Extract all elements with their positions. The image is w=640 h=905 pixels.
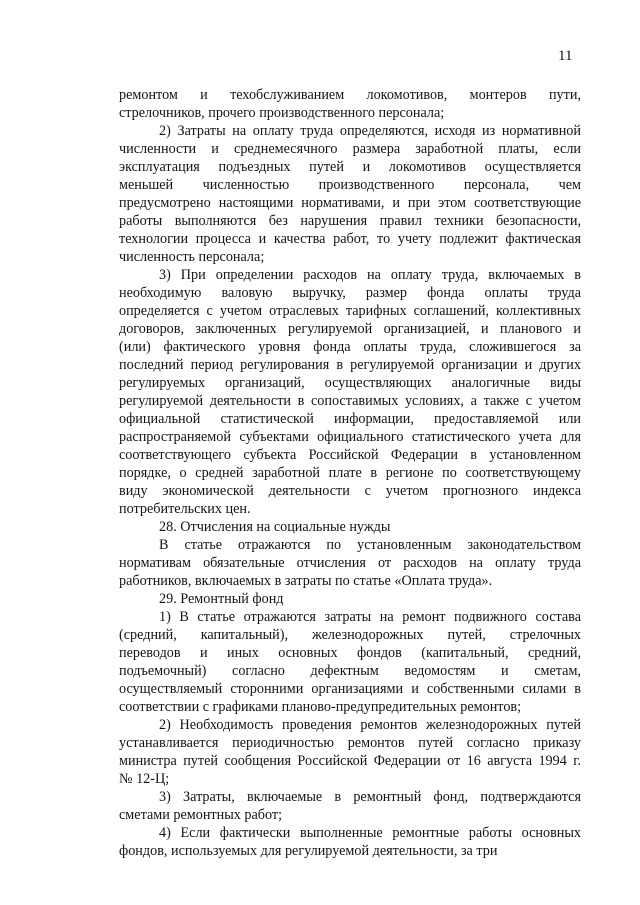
text-line: официальной статистической информации, предоставляемой или <box>119 411 581 427</box>
text-line: работников, включаемых в затраты по статье «Оплата труда». <box>119 573 493 589</box>
paragraph <box>119 608 581 716</box>
text-line: меньшей численностью производственного персонала, чем <box>119 177 581 193</box>
page-number: 11 <box>558 48 573 64</box>
text-line: (средний, капитальный), железнодорожных путей, стрелочных <box>119 627 581 643</box>
text-line: министра путей сообщения Российской Федерации от 16 августа 1994 г. <box>119 753 581 769</box>
text-line: нормативам обязательные отчисления от расходов на оплату труда <box>119 555 581 571</box>
text-line: предусмотрено настоящими нормативами, и при этом соответствующие <box>119 195 581 211</box>
text-line: 3) При определении расходов на оплату труда, включаемых в <box>159 267 581 283</box>
section-heading <box>119 518 581 536</box>
text-line: № 12-Ц; <box>119 771 170 787</box>
paragraph <box>119 266 581 518</box>
document-body <box>119 86 581 860</box>
paragraph <box>119 536 581 590</box>
text-line: виду экономической деятельности с учетом прогнозного индекса <box>119 483 581 499</box>
text-line: В статье отражаются по установленным законодательством <box>159 537 581 553</box>
text-line: регулируемой деятельности в сопоставимых условиях, а также с учетом <box>119 393 581 409</box>
text-line: договоров, заключенных регулируемой организацией, и планового и <box>119 321 581 337</box>
text-line: подъемочный) согласно дефектным ведомостям и сметам, <box>119 663 581 679</box>
text-line: регулируемых организаций, осуществляющих аналогичные виды <box>119 375 581 391</box>
text-line: соответствии с графиками планово-предупредительных ремонтов; <box>119 699 522 715</box>
text-line: 2) Необходимость проведения ремонтов железнодорожных путей <box>159 717 581 733</box>
text-line: (или) фактического уровня фонда оплаты труда, сложившегося за <box>119 339 581 355</box>
text-line: порядке, о средней заработной плате в регионе по соответствующему <box>119 465 581 481</box>
text-line: стрелочников, прочего производственного персонала; <box>119 105 445 121</box>
text-line: распространяемой субъектами официального статистического учета для <box>119 429 581 445</box>
text-line: 2) Затраты на оплату труда определяются, исходя из нормативной <box>159 123 581 139</box>
paragraph <box>119 716 581 788</box>
paragraph <box>119 788 581 824</box>
text-line: необходимую валовую выручку, размер фонда оплаты труда <box>119 285 581 301</box>
text-line: переводов и иных основных фондов (капитальный, средний, <box>119 645 581 661</box>
text-line: работы выполняются без нарушения правил техники безопасности, <box>119 213 581 229</box>
text-line: соответствующего субъекта Российской Федерации в установленном <box>119 447 581 463</box>
text-line: определяется с учетом отраслевых тарифных соглашений, коллективных <box>119 303 581 319</box>
text-line: технологии процесса и качества работ, то учету подлежит фактическая <box>119 231 581 247</box>
paragraph <box>119 824 581 860</box>
text-line: последний период регулирования в регулируемой организации и других <box>119 357 581 373</box>
text-line: ремонтом и техобслуживанием локомотивов, монтеров пути, <box>119 87 581 103</box>
paragraph <box>119 122 581 266</box>
text-line: осуществляемый сторонними организациями и собственными силами в <box>119 681 581 697</box>
text-line: численность персонала; <box>119 249 265 265</box>
section-heading <box>119 590 581 608</box>
text-line: 1) В статье отражаются затраты на ремонт подвижного состава <box>159 609 581 625</box>
text-line: эксплуатация подъездных путей и локомотивов осуществляется <box>119 159 581 175</box>
paragraph <box>119 86 581 122</box>
text-line: 28. Отчисления на социальные нужды <box>159 519 391 535</box>
text-line: 3) Затраты, включаемые в ремонтный фонд, подтверждаются <box>159 789 581 805</box>
text-line: фондов, используемых для регулируемой деятельности, за три <box>119 843 498 859</box>
text-line: потребительских цен. <box>119 501 251 517</box>
text-line: 29. Ремонтный фонд <box>159 591 284 607</box>
text-line: численности и среднемесячного размера заработной платы, если <box>119 141 581 157</box>
text-line: устанавливается периодичностью ремонтов путей согласно приказу <box>119 735 581 751</box>
text-line: сметами ремонтных работ; <box>119 807 283 823</box>
text-line: 4) Если фактически выполненные ремонтные работы основных <box>159 825 581 841</box>
